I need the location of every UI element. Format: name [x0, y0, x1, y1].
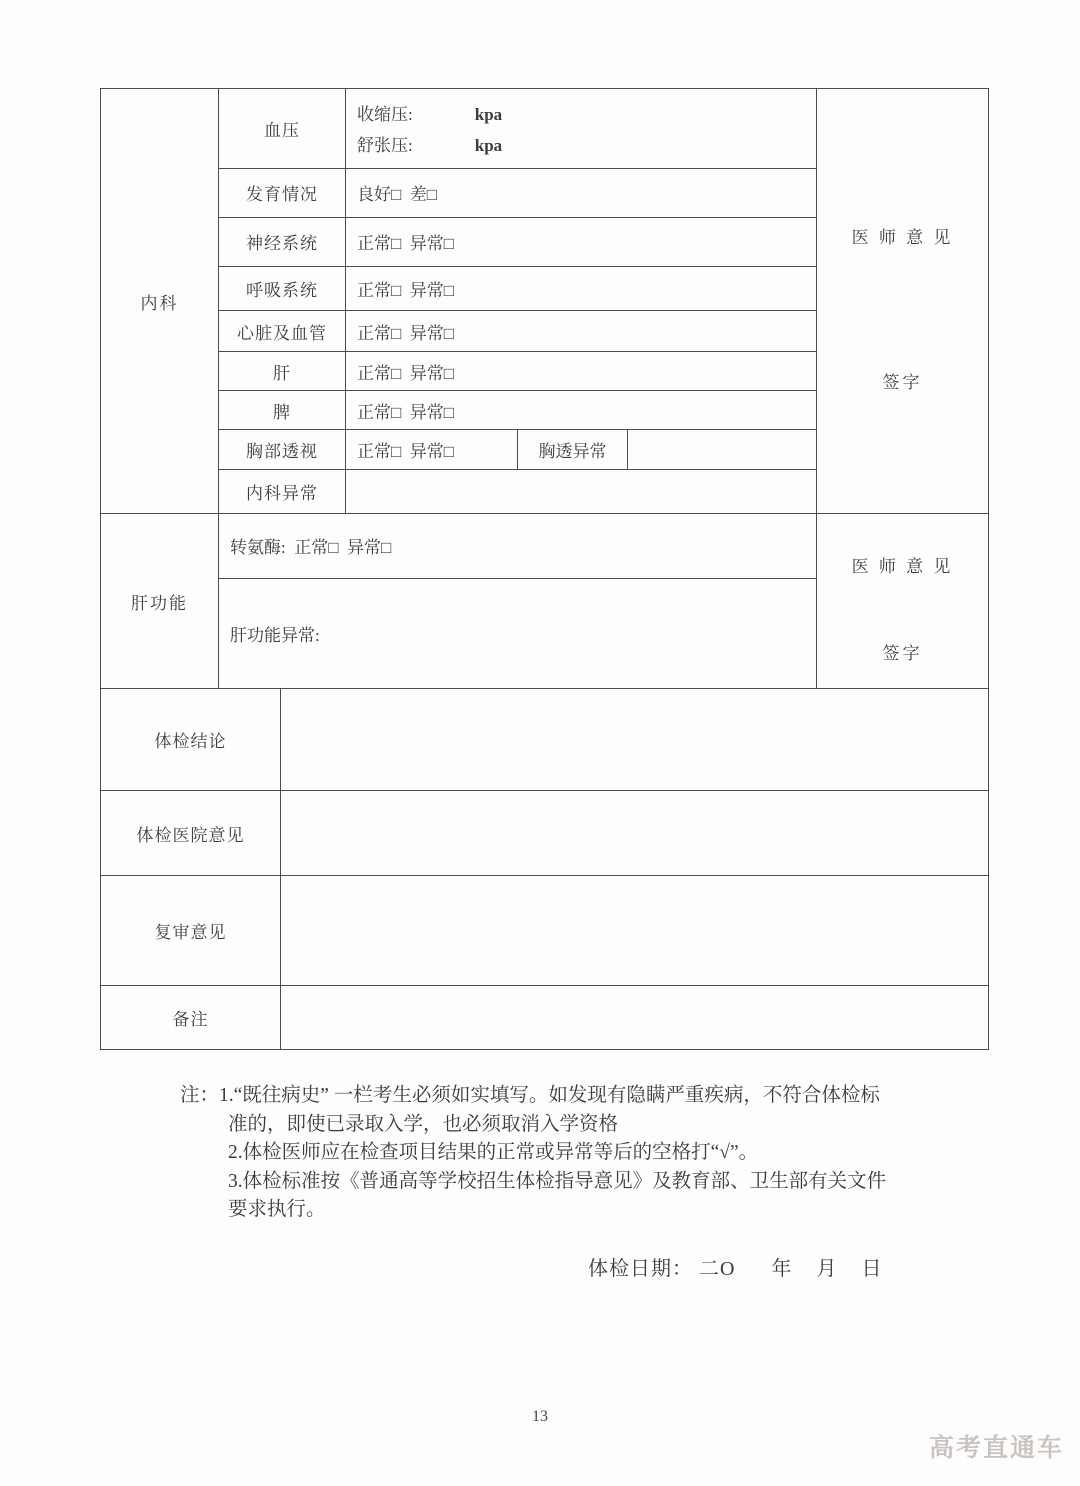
- liver-abnormal-row: 肝功能异常:: [230, 625, 320, 645]
- development-label: 发育情况: [219, 169, 346, 217]
- review-opinion-blank: [281, 876, 988, 985]
- hospital-opinion-row: [101, 791, 988, 876]
- note-item-3: 3.体检标准按《普通高等学校招生体检指导意见》及教育部、卫生部有关文件要求执行。: [228, 1170, 887, 1220]
- liver-label: 肝: [219, 352, 346, 390]
- section-label-liver-function: 肝功能: [101, 514, 219, 688]
- internal-medicine-rows: [219, 89, 816, 513]
- note-text-1: 1.“既往病史” 一栏考生必须如实填写。如发现有隐瞒严重疾病，不符合体检标准的，即使已录取入学，也必须取消入学资格: [219, 1085, 880, 1135]
- blood-pressure-row: [219, 89, 816, 169]
- exam-conclusion-row: [101, 689, 988, 791]
- exam-conclusion-label: 体检结论: [101, 689, 281, 790]
- review-opinion-label: 复审意见: [101, 876, 281, 985]
- nervous-system-checkboxes: 正常□ 异常□: [357, 234, 455, 254]
- diastolic-unit: kpa: [474, 136, 503, 156]
- heart-vessels-label: 心脏及血管: [219, 311, 346, 351]
- chest-fluoroscopy-row: [219, 430, 816, 470]
- heart-vessels-row: [219, 311, 816, 352]
- hospital-opinion-label: 体检医院意见: [101, 791, 281, 875]
- liver-signature-label: 签字: [882, 644, 923, 663]
- hospital-opinion-blank: [281, 791, 988, 875]
- spleen-label: 脾: [219, 391, 346, 429]
- note-item-1: [180, 1082, 888, 1139]
- heart-vessels-checkboxes: 正常□ 异常□: [357, 323, 455, 343]
- diastolic-line: [357, 131, 502, 156]
- watermark-gaokao-zhitongche: 高考直通车: [928, 1434, 1064, 1462]
- liver-function-section: [101, 514, 988, 689]
- note-item-2: 2.体检医师应在检查项目结果的正常或异常等后的空格打“√”。: [228, 1142, 759, 1163]
- systolic-line: [357, 100, 502, 125]
- section-label-internal-medicine: 内科: [101, 89, 219, 513]
- systolic-label: 收缩压:: [357, 105, 413, 125]
- internal-abnormal-blank: [346, 470, 816, 513]
- internal-abnormal-label: 内科异常: [219, 470, 346, 513]
- remarks-blank: [281, 986, 988, 1049]
- nervous-system-row: [219, 218, 816, 267]
- respiratory-system-label: 呼吸系统: [219, 267, 346, 311]
- notes-block: [180, 1082, 888, 1225]
- liver-checkboxes: 正常□ 异常□: [357, 363, 455, 383]
- spleen-checkboxes: 正常□ 异常□: [357, 402, 455, 422]
- review-opinion-row: [101, 876, 988, 986]
- systolic-unit: kpa: [474, 105, 503, 125]
- liver-doctor-opinion-cell: [816, 514, 988, 688]
- blood-pressure-value-cell: [346, 89, 816, 168]
- nervous-system-label: 神经系统: [219, 218, 346, 266]
- diastolic-label: 舒张压:: [357, 136, 413, 156]
- chest-abnormal-blank: [628, 430, 816, 469]
- exam-date-line: 体检日期： 二O 年 月 日: [588, 1258, 883, 1280]
- internal-medicine-section: [101, 89, 988, 514]
- medical-exam-table: [100, 88, 989, 1050]
- exam-conclusion-blank: [281, 689, 988, 790]
- spleen-row: [219, 391, 816, 430]
- development-row: [219, 169, 816, 218]
- liver-row: [219, 352, 816, 391]
- liver-doctor-opinion-label: 医 师 意 见: [851, 557, 954, 576]
- blood-pressure-label: 血压: [219, 89, 346, 168]
- internal-doctor-opinion-cell: [816, 89, 988, 513]
- internal-abnormal-row: [219, 470, 816, 513]
- internal-signature-label: 签字: [882, 373, 923, 392]
- chest-fluoroscopy-label: 胸部透视: [219, 430, 346, 469]
- chest-fluoroscopy-checkboxes: 正常□ 异常□: [346, 430, 518, 469]
- development-checkboxes: 良好□ 差□: [357, 185, 438, 205]
- transaminase-row: 转氨酶: 正常□ 异常□: [219, 514, 816, 579]
- chest-fluoroscopy-cells: [346, 430, 816, 469]
- remarks-row: [101, 986, 988, 1049]
- liver-function-rows: [219, 514, 816, 688]
- chest-abnormal-label: 胸透异常: [518, 430, 628, 469]
- notes-prefix: 注：: [180, 1085, 220, 1106]
- respiratory-system-checkboxes: 正常□ 异常□: [357, 281, 455, 301]
- internal-doctor-opinion-label: 医 师 意 见: [851, 228, 954, 247]
- respiratory-system-row: [219, 267, 816, 312]
- page-number: 13: [532, 1408, 548, 1425]
- remarks-label: 备注: [101, 986, 281, 1049]
